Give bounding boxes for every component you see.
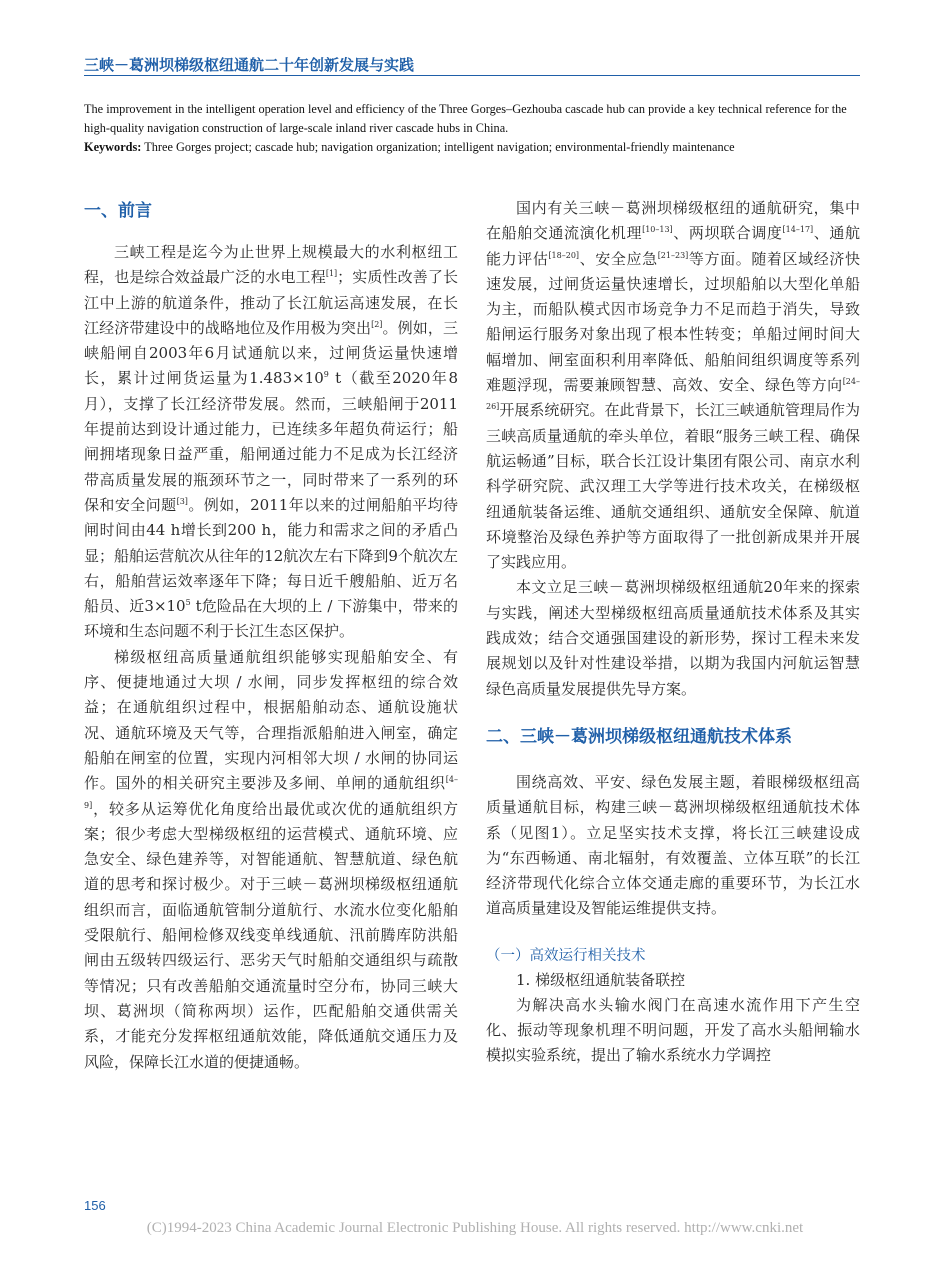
exponent: 5	[185, 598, 191, 608]
section-2-paragraph-2: 为解决高水头输水阀门在高速水流作用下产生空化、振动等现象机理不明问题，开发了高水头船闸输水模拟实验系统，提出了输水系统水力学调控	[486, 995, 860, 1065]
section-2-title: 二、三峡－葛洲坝梯级枢纽通航技术体系	[486, 726, 792, 747]
citation: [4–9]	[84, 775, 458, 810]
subsection-1-1-title: 1. 梯级枢纽通航装备联控	[516, 970, 686, 989]
section-1-title: 一、前言	[84, 201, 152, 221]
left-column	[84, 196, 458, 1075]
intro-paragraph-2: 梯级枢纽高质量通航组织能够实现船舶安全、有序、便捷地通过大坝 / 水闸，同步发挥枢纽的综合效益；在通航组织过程中，根据船舶动态、通航设施状况、通航环境及天气等，合理指派船舶进入闸室，确定船舶在闸室的位置，实现内河相邻大坝 / 水闸的协同运作。国外的相关研究主要涉及多闸、单闸的通航组织[4–9]，较多从运筹优化角度给出最优或次优的通航组织方案；很少考虑大型梯级枢纽的运营模式、通航环境、应急安全、绿色建养等，对智能通航、智慧航道、绿色航道的思考和探讨极少。对于三峡－葛洲坝梯级枢纽通航组织而言，面临通航管制分道航行、水流水位变化船舶受限航行、船闸检修双线变单线通航、汛前腾库防洪船闸由五级转四级运行、恶劣天气时船舶交通组织与疏散等情况；只有改善船舶交通流量时空分布，协同三峡大坝、葛洲坝（简称两坝）运作，匹配船舶交通供需关系，才能充分发挥枢纽通航效能，降低通航交通压力及风险，保障长江水道的便捷通畅。	[84, 647, 458, 1071]
citation: [14–17]	[782, 225, 814, 235]
subsection-1-title: （一）高效运行相关技术	[486, 947, 646, 964]
keywords-line	[84, 138, 860, 157]
intro-paragraph-4: 本文立足三峡－葛洲坝梯级枢纽通航20年来的探索与实践，阐述大型梯级枢纽高质量通航技术体系及其实践成效；结合交通强国建设的新形势，探讨工程未来发展规划以及针对性建设举措，以期为我国内河航运智慧绿色高质量发展提供先导方案。	[486, 578, 860, 698]
citation: [21–23]	[657, 250, 689, 260]
citation: [10–13]	[642, 225, 673, 235]
copyright-notice: (C)1994-2023 China Academic Journal Electronic Publishing House. All rights reserved. http://www.cnki.net	[146, 1220, 804, 1236]
running-header-title: 三峡－葛洲坝梯级枢纽通航二十年创新发展与实践	[84, 56, 415, 74]
keywords-label: Keywords:	[84, 140, 142, 154]
intro-paragraph-1: 三峡工程是迄今为止世界上规模最大的水利枢纽工程，也是综合效益最广泛的水电工程[1]；实质性改善了长江中上游的航道条件，推动了长江航运高速发展，在长江经济带建设中的战略地位及作用极为突出[2]。例如，三峡船闸自2003年6月试通航以来，过闸货运量快速增长，累计过闸货运量为$1.483\times 10^9$ t（截至2020年8月），支撑了长江经济带发展。然而，三峡船闸于2011年提前达到设计通过能力，已连续多年超负荷运行；船闸拥堵现象日益严重，船闸通过能力不足成为长江经济带高质量发展的瓶颈环节之一，同时带来了一系列的环保和安全问题[3]。例如，2011年以来的过闸船舶平均待闸时间由44 h增长到200 h，能力和需求之间的矛盾凸显；船舶运营航次从往年的12航次左右下降到9个航次左右，船舶营运效率逐年下降；每日近千艘船舶、近万名船员、近$3\times 10^5$ t危险品在大坝的上 / 下游集中，带来的环境和生态问题不利于长江生态区保护。	[84, 243, 459, 641]
abstract-block	[84, 100, 860, 157]
header-rule	[84, 75, 860, 76]
abstract-text: The improvement in the intelligent operation level and efficiency of the Three Gorges–Gezhouba cascade hub can provide a key technical reference for the high-quality navigation construction of large-scale inland river cascade hubs in China.	[84, 102, 847, 135]
intro-paragraph-3: 国内有关三峡－葛洲坝梯级枢纽的通航研究，集中在船舶交通流演化机理[10–13]、两坝联合调度[14–17]、通航能力评估[18–20]、安全应急[21–23]等方面。随着区域经济快速发展，过闸货运量快速增长，过坝船舶以大型化单船为主，而船队模式因市场竞争力不足而趋于消失，导致船闸运行服务对象出现了根本性转变；单船过闸时间大幅增加、闸室面积利用率降低、船舶间组织调度等系列难题浮现，需要兼顾智慧、高效、安全、绿色等方向[24–26]开展系统研究。在此背景下，长江三峡通航管理局作为三峡高质量通航的牵头单位，着眼“服务三峡工程、确保航运畅通”目标，联合长江设计集团有限公司、南京水利科学研究院、武汉理工大学等进行技术攻关，在梯级枢纽通航装备运维、通航交通组织、通航安全保障、航道环境整治及绿色养护等方面取得了一批创新成果并开展了实践应用。	[486, 199, 860, 572]
citation: [2]	[371, 319, 383, 329]
page-number: 156	[84, 1198, 106, 1213]
right-column	[486, 196, 860, 1069]
citation: [24–26]	[486, 377, 860, 412]
keywords-text: Three Gorges project; cascade hub; navigation organization; intelligent navigation; environmental-friendly maintenance	[144, 140, 735, 154]
citation: [1]	[325, 269, 338, 279]
exponent: 9	[323, 370, 329, 380]
citation: [3]	[176, 496, 188, 506]
section-2-paragraph-1: 围绕高效、平安、绿色发展主题，着眼梯级枢纽高质量通航目标，构建三峡－葛洲坝梯级枢纽通航技术体系（见图1）。立足坚实技术支撑，将长江三峡建设成为“东西畅通、南北辐射，有效覆盖、立体互联”的长江经济带现代化综合立体交通走廊的重要环节，为长江水道高质量建设及智能运维提供支持。	[486, 772, 860, 918]
citation: [18–20]	[548, 250, 580, 260]
